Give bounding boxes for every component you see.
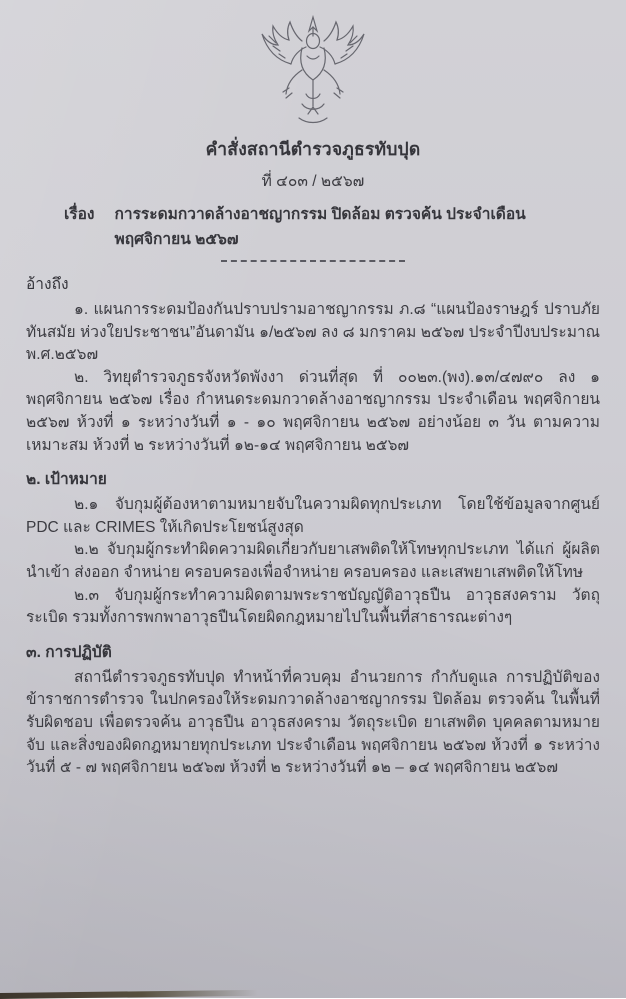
reference-item-1: ๑. แผนการระดมป้องกันปราบปรามอาชญากรรม ภ.๘ “แผนป้องราษฎร์ ปราบภัย ทันสมัย ห่วงใยประชาชน”อันดามัน ๑/๒๕๖๗ ลง ๘ มกราคม ๒๕๖๗ ประจำปีงบประมาณ พ.ศ.๒๕๖๗ xyxy=(26,301,600,364)
target-item-2: ๒.๒ จับกุมผู้กระทำผิดความผิดเกี่ยวกับยาเสพติดให้โทษทุกประเภท ได้แก่ ผู้ผลิต นำเข้า ส่งออก จำหน่าย ครอบครองเพื่อจำหน่าย ครอบครอง และเสพยาเสพติดให้โทษ xyxy=(26,541,600,581)
subject-label: เรื่อง xyxy=(64,206,95,223)
reference-heading: อ้างถึง xyxy=(26,276,69,293)
order-number: ที่ ๔๐๓ / ๒๕๖๗ xyxy=(261,173,365,190)
subject-line xyxy=(64,201,600,251)
operation-body: สถานีตำรวจภูธรทับปุด ทำหน้าที่ควบคุม อำนวยการ กำกับดูแล การปฏิบัติของข้าราชการตำรวจ ในปกครองให้ระดมกวาดล้างอาชญากรรม ปิดล้อม ตรวจค้น ในพื้นที่รับผิดชอบ เพื่อตรวจค้น อาวุธปืน อาวุธสงคราม วัตถุระเบิด ยาเสพติด บุคคลตามหมายจับ และสิ่งของผิดกฎหมายทุกประเภท ประจำเดือน พฤศจิกายน ๒๕๖๗ ห้วงที่ ๑ ระหว่างวันที่ ๕ - ๗ พฤศจิกายน ๒๕๖๗ ห้วงที่ ๒ ระหว่างวันที่ ๑๒ – ๑๔ พฤศจิกายน ๒๕๖๗ xyxy=(26,668,600,777)
targets-heading: ๒. เป้าหมาย xyxy=(26,471,107,489)
emblem-container xyxy=(26,14,600,131)
target-item-1: ๒.๑ จับกุมผู้ต้องหาตามหมายจับในความผิดทุกประเภท โดยใช้ข้อมูลจากศูนย์ PDC และ CRIMES ให้เกิดประโยชน์สูงสุด xyxy=(26,496,600,536)
target-item-3: ๒.๓ จับกุมผู้กระทำความผิดตามพระราชบัญญัติอาวุธปืน อาวุธสงคราม วัตถุระเบิด รวมทั้งการพกพาอาวุธปืนโดยผิดกฎหมายไปในพื้นที่สาธารณะต่างๆ xyxy=(26,586,600,627)
operation-heading: ๓. การปฏิบัติ xyxy=(26,643,112,661)
garuda-emblem xyxy=(229,14,397,126)
reference-item-2: ๒. วิทยุตำรวจภูธรจังหวัดพังงา ด่วนที่สุด ที่ ๐๐๒๓.(พง).๑๓/๔๗๙๐ ลง ๑ พฤศจิกายน ๒๕๖๗ เรื่อง กำหนดระดมกวาดล้างอาชญากรรม ประจำเดือน พฤศจิกายน ๒๕๖๗ ห้วงที่ ๑ ระหว่างวันที่ ๑ - ๑๐ พฤศจิกายน ๒๕๖๗ อย่างน้อย ๓ วัน ตามความเหมาะสม ห้วงที่ ๒ ระหว่างวันที่ ๑๒-๑๔ พฤศจิกายน ๒๕๖๗ xyxy=(26,368,600,454)
subject-text: การระดมกวาดล้างอาชญากรรม ปิดล้อม ตรวจค้น ประจำเดือน พฤศจิกายน ๒๕๖๗ xyxy=(114,206,526,248)
document-title: คำสั่งสถานีตำรวจภูธรทับปุด xyxy=(205,139,421,159)
dashed-separator xyxy=(221,260,405,262)
